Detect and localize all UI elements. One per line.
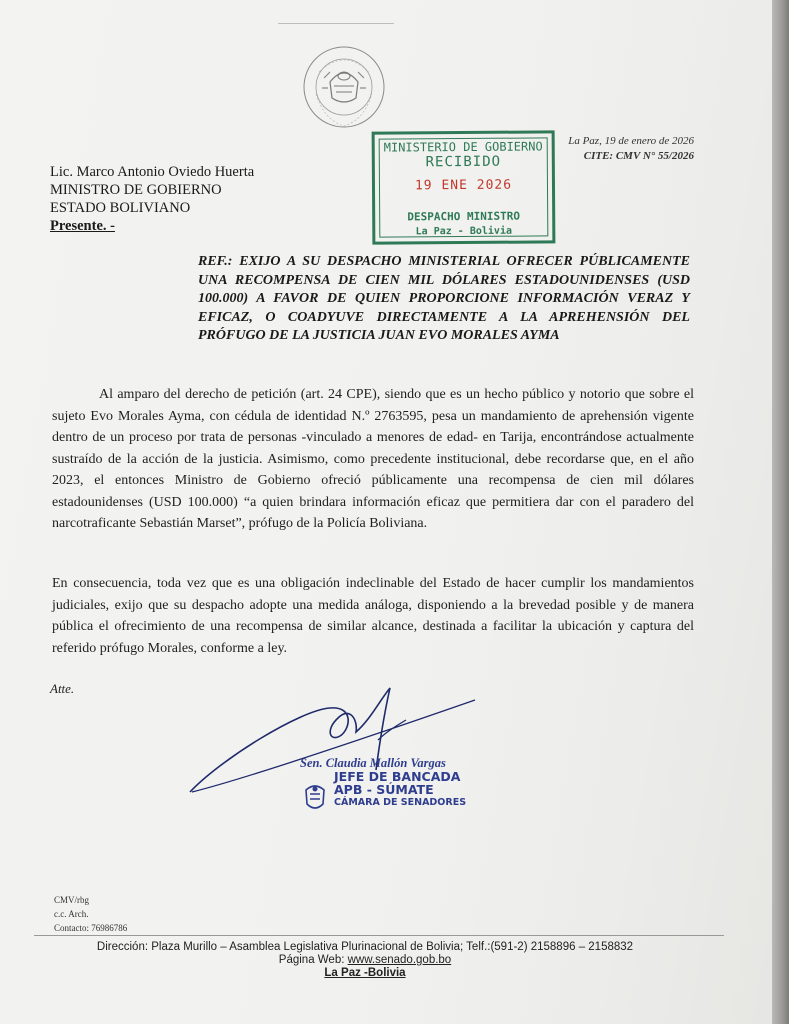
stamp-city: La Paz - Bolivia — [415, 225, 513, 238]
footer — [50, 941, 680, 980]
top-rule — [278, 23, 394, 24]
addressee-position: MINISTRO DE GOBIERNO — [50, 182, 222, 198]
background-folder-edge — [772, 0, 789, 1024]
footer-address: Dirección: Plaza Murillo – Asamblea Legislativa Plurinacional de Bolivia; Telf.:(591-2) 2158896 – 2158832 — [96, 941, 634, 953]
stamp-received: RECIBIDO — [425, 153, 502, 171]
received-stamp — [372, 130, 556, 244]
cc: c.c. Arch. — [54, 909, 89, 919]
signer-name: Sen. Claudia Mallón Vargas — [300, 756, 446, 770]
stamp-ministry: MINISTERIO DE GOBIERNO — [383, 139, 543, 155]
initials: CMV/rbg — [54, 895, 90, 905]
party-seal-icon — [300, 782, 330, 814]
letter-date: La Paz, 19 de enero de 2026 — [568, 135, 694, 147]
stamp-date: 19 ENE 2026 — [414, 177, 513, 194]
stamp-office: DESPACHO MINISTRO — [407, 209, 521, 224]
addressee-block — [50, 163, 254, 235]
senate-seal-logo — [294, 42, 394, 142]
footer-web — [50, 954, 680, 967]
signer-chamber: CÁMARA DE SENADORES — [334, 797, 467, 808]
letter-cite: CITE: CMV N° 55/2026 — [583, 150, 694, 162]
footer-web-link[interactable]: www.senado.gob.bo — [347, 954, 452, 966]
addressee-name: Lic. Marco Antonio Oviedo Huerta — [50, 164, 255, 180]
addressee-presente: Presente. - — [50, 218, 115, 234]
footer-rule — [34, 935, 724, 936]
date-cite-block — [552, 134, 694, 164]
footer-web-label: Página Web: — [278, 954, 348, 966]
addressee-state: ESTADO BOLIVIANO — [50, 200, 191, 216]
signer-party: APB - SÚMATE — [334, 782, 434, 797]
closing: Atte. — [50, 681, 75, 696]
body-paragraph-1: Al amparo del derecho de petición (art. 24 CPE), siendo que es un hecho público y notorio que sobre el sujeto Evo Morales Ayma, con cédula de identidad N.º 2763595, pesa un mandamiento de aprehensión vigente dentro de un proceso por trata de personas -vinculado a menores de edad- en Tarija, encontrándose actualmente sustraído de la acción de la justicia. Asimismo, como precedente institucional, debe recordarse que, en el año 2023, el entonces Ministro de Gobierno ofreció públicamente una recompensa de cien mil dólares estadounidenses (USD 100.000) “a quien brindara información eficaz que permitiera dar con el paradero del narcotraficante Sebastián Marset”, prófugo de la Policía Boliviana. — [52, 387, 694, 531]
reference-initials — [54, 893, 127, 935]
footer-city: La Paz -Bolivia — [324, 967, 406, 979]
contact: Contacto: 76986786 — [54, 923, 128, 933]
signer-title: JEFE DE BANCADA — [334, 769, 461, 784]
body-paragraph-2: En consecuencia, toda vez que es una obligación indeclinable del Estado de hacer cumplir los mandamientos judiciales, exijo que su despacho adopte una medida análoga, disponiendo a la brevedad posible y de manera pública el ofrecimiento de una recompensa de similar alcance, destinada a facilitar la ubicación y captura del referido prófugo Morales, conforme a ley. — [52, 576, 694, 656]
reference-subject: REF.: EXIJO A SU DESPACHO MINISTERIAL OFRECER PÚBLICAMENTE UNA RECOMPENSA DE CIEN MIL DÓLARES ESTADOUNIDENSES (USD 100.000) A FAVOR DE QUIEN PROPORCIONE INFORMACIÓN VERAZ Y EFICAZ, O COADYUVE DIRECTAMENTE A LA APREHENSIÓN DEL PRÓFUGO DE LA JUSTICIA JUAN EVO MORALES AYMA — [198, 254, 690, 343]
